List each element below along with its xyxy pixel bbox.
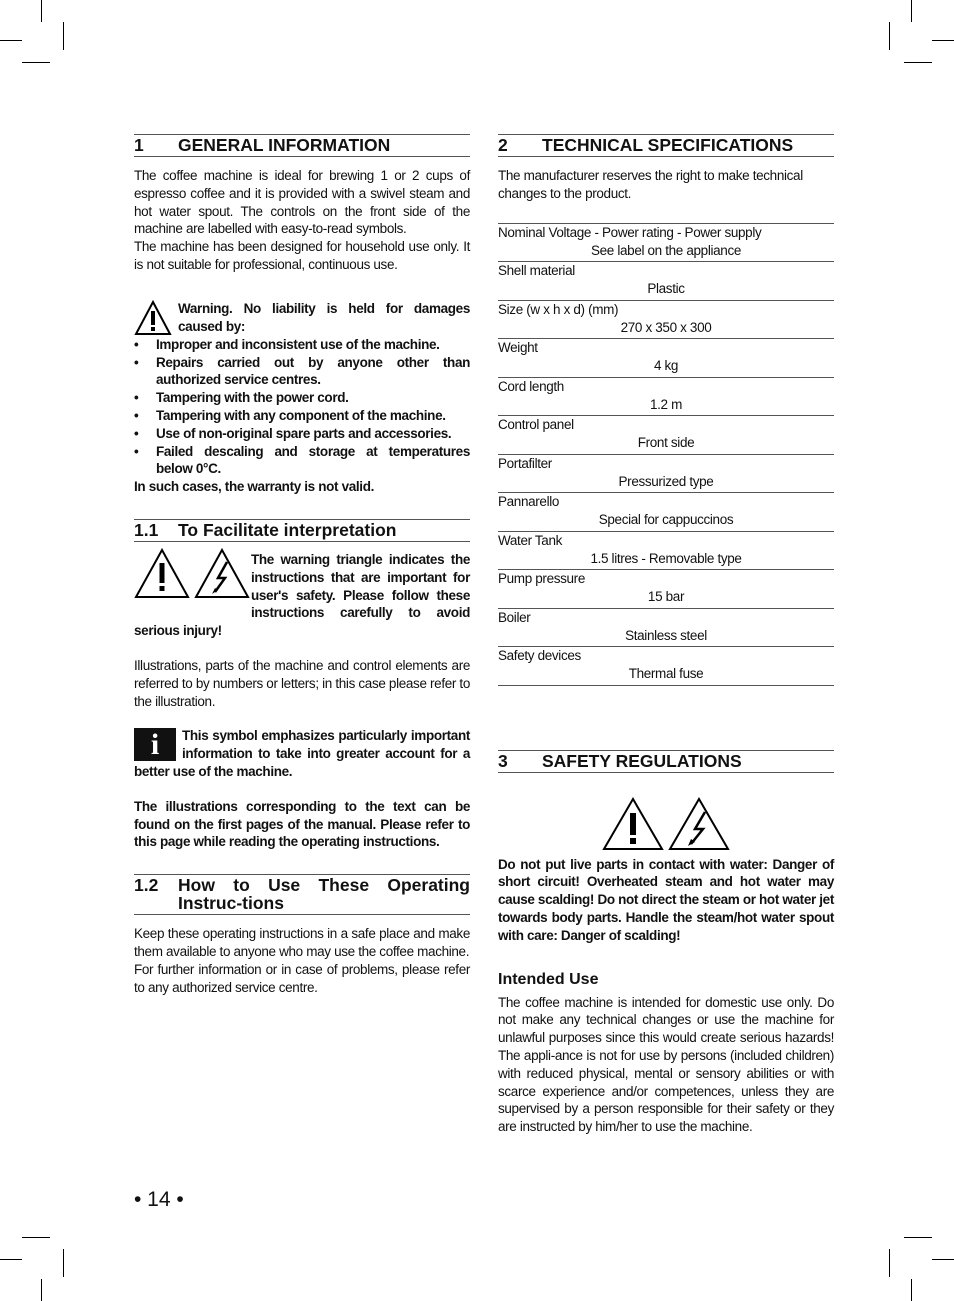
section-title: To Facilitate interpretation — [178, 519, 397, 540]
spec-value: Thermal fuse — [628, 666, 704, 682]
symbol-group — [134, 551, 251, 605]
spec-value: 1.5 litres - Removable type — [590, 550, 742, 566]
right-column — [498, 134, 834, 1136]
section-number: 1.1 — [134, 519, 159, 540]
household-use-paragraph: The machine has been designed for household use only. It is not suitable for professional, continuous use. — [134, 239, 470, 272]
section-heading-1-1 — [134, 519, 470, 542]
warning-list — [134, 336, 470, 478]
table-row — [498, 532, 834, 571]
liability-warning — [134, 300, 470, 336]
section-number: 1 — [134, 135, 144, 155]
spec-label: Boiler — [498, 609, 531, 625]
section-title: SAFETY REGULATIONS — [542, 750, 742, 771]
manufacturer-note: The manufacturer reserves the right to make technical changes to the product. — [498, 168, 803, 201]
spec-table — [498, 223, 834, 686]
intended-use-heading: Intended Use — [498, 970, 599, 988]
spec-value: 1.2 m — [649, 396, 682, 412]
table-row — [498, 378, 834, 417]
table-row — [498, 493, 834, 532]
spec-value: Front side — [637, 435, 695, 451]
spec-label: Safety devices — [498, 648, 581, 664]
list-item: • Improper and inconsistent use of the machine. — [134, 336, 470, 354]
spec-value: 4 kg — [653, 358, 679, 374]
general-info-paragraph: The coffee machine is ideal for brewing 1 or 2 cups of espresso coffee and it is provided with a swivel steam and hot water spout. The controls on the front side of the machine are labelled with easy-to-read symbols. — [134, 168, 470, 237]
page-number: • 14 • — [134, 1188, 184, 1211]
list-item: • Use of non-original spare parts and accessories. — [134, 425, 470, 443]
warning-triangle-icon — [134, 548, 190, 600]
info-text: This symbol emphasizes particularly important information to take into greater account for a better use of the machine. — [134, 728, 470, 779]
warning-triangle-icon — [602, 797, 664, 851]
water-danger-warning: Do not put live parts in contact with water: Danger of short circuit! Overheated steam and hot water may cause scalding! Do not direct the steam or hot water jet towards body parts. Handle the steam/hot water spout with care: Danger of scalding! — [498, 856, 834, 943]
table-row — [498, 609, 834, 648]
list-item: • Repairs carried out by anyone other than authorized service centres. — [134, 354, 470, 390]
spec-value: Plastic — [647, 281, 685, 297]
illustrations-note: The illustrations corresponding to the text can be found on the first pages of the manual. Please refer to this page while reading the operating instructions. — [134, 798, 470, 850]
illustration-paragraph: Illustrations, parts of the machine and control elements are referred to by numbers or letters; in this case please refer to the illustration. — [134, 657, 470, 709]
table-row — [498, 262, 834, 301]
spec-value: 15 bar — [647, 589, 685, 605]
spec-value: Special for cappuccinos — [598, 512, 734, 528]
table-row — [498, 570, 834, 609]
spec-label: Size (w x h x d) (mm) — [498, 301, 619, 317]
intended-use-paragraph: The coffee machine is intended for domestic use only. Do not make any technical changes or use the machine for unlawful purposes since this would create serious hazards! The appli-ance is not for use by persons (included children) with reduced physical, mental or sensory abilities or with scarce experience and/or competences, unless they are supervised by a person responsible for their safety or they are instructed by him/her to use the machine. — [498, 994, 834, 1135]
table-row — [498, 647, 834, 686]
electric-hazard-icon — [194, 548, 250, 600]
spec-value: Pressurized type — [618, 473, 714, 489]
keep-instructions-paragraph: Keep these operating instructions in a safe place and make them available to anyone who may use the coffee machine. — [134, 926, 470, 959]
section-heading-1 — [134, 134, 470, 157]
table-row — [498, 224, 834, 263]
triangle-explanation — [134, 551, 470, 640]
info-note — [134, 727, 470, 780]
left-column — [134, 134, 470, 996]
section-heading-1-2 — [134, 874, 470, 915]
spec-label: Water Tank — [498, 532, 563, 548]
section-number: 1.2 — [134, 875, 159, 896]
table-row — [498, 301, 834, 340]
table-row — [498, 455, 834, 494]
table-row — [498, 416, 834, 455]
spec-label: Portafilter — [498, 455, 552, 471]
warranty-note: In such cases, the warranty is not valid. — [134, 479, 374, 495]
section-title: How to Use These Operating Instruc-tions — [178, 875, 470, 914]
section-heading-3 — [498, 750, 834, 773]
section-heading-2 — [498, 134, 834, 157]
section-number: 2 — [498, 135, 508, 155]
safety-symbols — [498, 797, 834, 853]
spec-label: Pannarello — [498, 494, 560, 510]
list-item: • Tampering with any component of the machine. — [134, 407, 470, 425]
spec-label: Shell material — [498, 263, 575, 279]
section-title: GENERAL INFORMATION — [178, 135, 391, 155]
spec-value: Stainless steel — [625, 627, 707, 643]
spec-label: Cord length — [498, 378, 564, 394]
list-item: • Failed descaling and storage at temperatures below 0°C. — [134, 443, 470, 479]
spec-label: Control panel — [498, 417, 574, 433]
further-info-paragraph: For further information or in case of problems, please refer to any authorized service centre. — [134, 961, 470, 995]
list-item: • Tampering with the power cord. — [134, 389, 470, 407]
info-icon: i — [134, 728, 176, 761]
electric-hazard-icon — [668, 797, 730, 851]
spec-label: Weight — [498, 340, 538, 356]
spec-value: 270 x 350 x 300 — [620, 319, 712, 335]
spec-label: Pump pressure — [498, 571, 585, 587]
triangle-text: The warning triangle indicates the instructions that are important for user's safety. Please follow these instructions carefully to avoid serious injury! — [134, 551, 470, 639]
table-row — [498, 339, 834, 378]
section-number: 3 — [498, 750, 508, 771]
section-title: TECHNICAL SPECIFICATIONS — [542, 135, 794, 155]
warning-title: Warning. No liability is held for damages caused by: — [178, 300, 470, 334]
spec-value: See label on the appliance — [590, 242, 742, 258]
spec-label: Nominal Voltage - Power rating - Power supply — [498, 224, 762, 240]
warning-triangle-icon — [134, 300, 172, 336]
